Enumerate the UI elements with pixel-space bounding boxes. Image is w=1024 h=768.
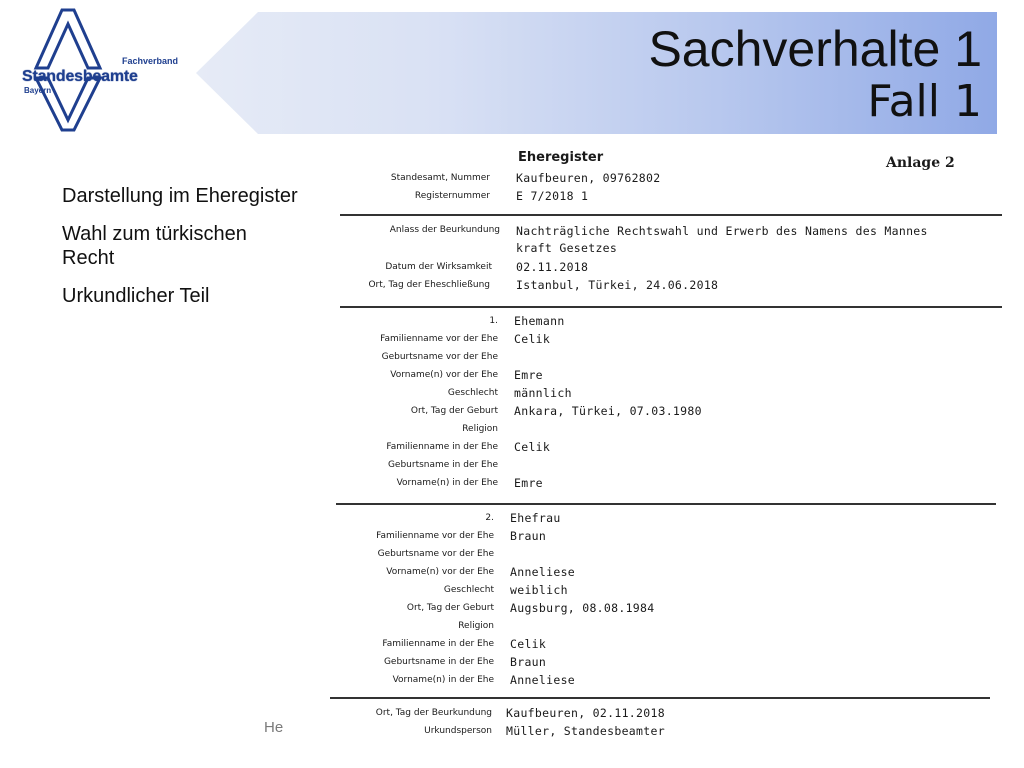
field-label: Religion bbox=[462, 424, 498, 434]
field-label: Vorname(n) vor der Ehe bbox=[390, 370, 498, 380]
field-value: Emre bbox=[514, 476, 543, 490]
field-label: Geschlecht bbox=[443, 585, 494, 595]
field-label: Urkundsperson bbox=[424, 726, 492, 736]
field-label: Familienname vor der Ehe bbox=[376, 531, 494, 541]
field-label: Familienname in der Ehe bbox=[386, 442, 498, 452]
field-value: Ehemann bbox=[514, 314, 565, 328]
field-label: 1. bbox=[489, 316, 498, 326]
field-label: Ort, Tag der Beurkundung bbox=[375, 708, 492, 718]
field-value: kraft Gesetzes bbox=[516, 241, 618, 255]
bullet-item: Urkundlicher Teil bbox=[62, 285, 210, 307]
slide-title: Sachverhalte 1 bbox=[648, 21, 982, 77]
field-value: Celik bbox=[514, 332, 551, 346]
field-value: Müller, Standesbeamter bbox=[506, 724, 665, 738]
field-label: Geschlecht bbox=[447, 388, 498, 398]
field-label: Familienname in der Ehe bbox=[382, 639, 494, 649]
divider bbox=[330, 697, 990, 699]
field-label: Datum der Wirksamkeit bbox=[385, 262, 492, 272]
field-value: Celik bbox=[514, 440, 551, 454]
field-label: Familienname vor der Ehe bbox=[380, 334, 498, 344]
field-value: Ehefrau bbox=[510, 511, 561, 525]
divider bbox=[340, 306, 1002, 308]
divider bbox=[340, 214, 1002, 216]
field-value: Anneliese bbox=[510, 673, 576, 687]
field-value: Anneliese bbox=[510, 565, 576, 579]
field-label: Ort, Tag der Eheschließung bbox=[368, 280, 490, 290]
field-label: Standesamt, Nummer bbox=[390, 173, 490, 183]
logo-text-standesbeamte: Standesbeamte bbox=[22, 68, 138, 85]
field-value: Emre bbox=[514, 368, 543, 382]
field-label: Geburtsname vor der Ehe bbox=[381, 352, 498, 362]
field-label: Vorname(n) vor der Ehe bbox=[386, 567, 494, 577]
logo-text-fachverband: Fachverband bbox=[122, 56, 179, 66]
field-value: E 7/2018 1 bbox=[516, 189, 589, 203]
field-value: Braun bbox=[510, 655, 547, 669]
field-value: Nachträgliche Rechtswahl und Erwerb des Namens des Mannes bbox=[516, 224, 928, 238]
field-value: Augsburg, 08.08.1984 bbox=[510, 601, 655, 615]
bullet-item: Darstellung im Eheregister bbox=[62, 185, 298, 207]
field-label: Vorname(n) in der Ehe bbox=[396, 478, 498, 488]
field-value: Kaufbeuren, 02.11.2018 bbox=[506, 706, 665, 720]
doc-heading: Eheregister bbox=[518, 150, 604, 165]
logo-text-bayern: Bayern bbox=[24, 86, 52, 95]
field-value: männlich bbox=[514, 386, 572, 400]
field-value: Kaufbeuren, 09762802 bbox=[516, 171, 661, 185]
field-value: weiblich bbox=[510, 583, 568, 597]
divider bbox=[336, 503, 996, 505]
field-label: 2. bbox=[485, 513, 494, 523]
field-label: Ort, Tag der Geburt bbox=[406, 603, 494, 613]
bullet-list bbox=[62, 184, 302, 322]
field-value: Braun bbox=[510, 529, 547, 543]
field-value: 02.11.2018 bbox=[516, 260, 589, 274]
field-label: Religion bbox=[458, 621, 494, 631]
field-value: Celik bbox=[510, 637, 547, 651]
field-label: Vorname(n) in der Ehe bbox=[392, 675, 494, 685]
field-value: Istanbul, Türkei, 24.06.2018 bbox=[516, 278, 719, 292]
bullet-item: Wahl zum türkischen Recht bbox=[62, 223, 247, 269]
field-label: Ort, Tag der Geburt bbox=[410, 406, 498, 416]
footer-text-fragment: He bbox=[264, 719, 284, 736]
field-label: Anlass der Beurkundung bbox=[389, 225, 500, 235]
field-label: Geburtsname vor der Ehe bbox=[377, 549, 494, 559]
slide-subtitle: Fall 1 bbox=[867, 76, 982, 127]
fachverband-logo bbox=[18, 8, 178, 133]
eheregister-scan bbox=[330, 140, 1010, 768]
field-label: Registernummer bbox=[414, 191, 490, 201]
field-value: Ankara, Türkei, 07.03.1980 bbox=[514, 404, 702, 418]
field-label: Geburtsname in der Ehe bbox=[383, 657, 494, 667]
field-label: Geburtsname in der Ehe bbox=[387, 460, 498, 470]
anlage-label: Anlage 2 bbox=[886, 155, 955, 171]
